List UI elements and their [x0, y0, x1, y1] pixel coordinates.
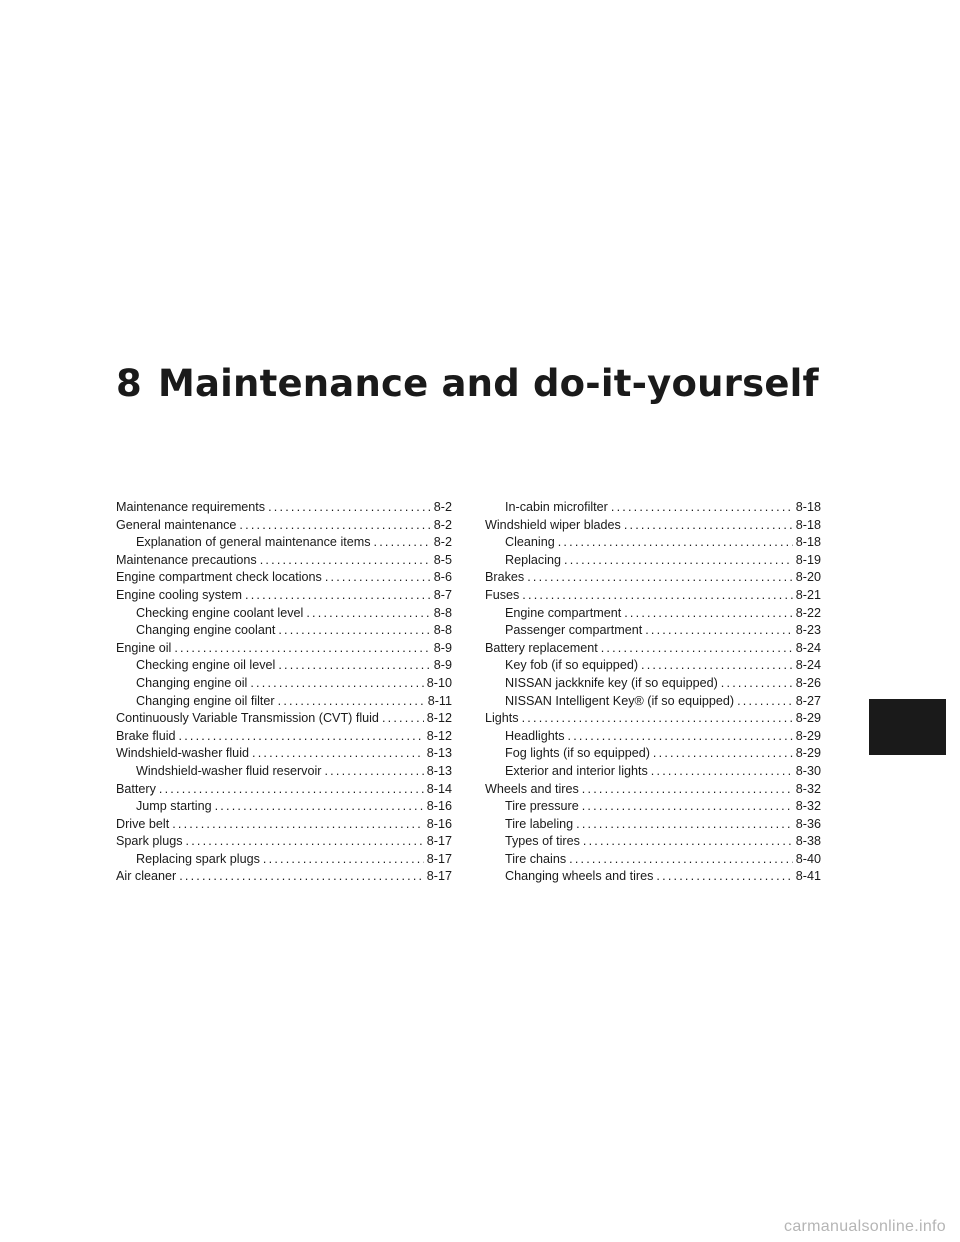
toc-entry[interactable] — [485, 517, 821, 535]
toc-entry[interactable] — [116, 640, 452, 658]
toc-entry[interactable] — [116, 781, 452, 799]
toc-entry-label: Types of tires — [505, 834, 580, 849]
toc-entry[interactable] — [485, 693, 821, 711]
toc-entry-page: 8-29 — [795, 728, 821, 743]
toc-leader-dots — [601, 640, 793, 658]
toc-entry-page: 8-27 — [795, 693, 821, 708]
toc-entry[interactable] — [485, 728, 821, 746]
toc-entry-page: 8-7 — [433, 587, 452, 602]
toc-entry-label: NISSAN Intelligent Key® (if so equipped) — [505, 693, 735, 708]
toc-entry[interactable] — [485, 868, 821, 886]
toc-entry-label: Drive belt — [116, 816, 170, 831]
toc-entry[interactable] — [485, 569, 821, 587]
toc-entry-label: Fuses — [485, 587, 520, 602]
toc-entry[interactable] — [485, 657, 821, 675]
toc-leader-dots — [374, 534, 431, 552]
toc-entry[interactable] — [116, 605, 452, 623]
toc-entry-page: 8-38 — [795, 834, 821, 849]
toc-leader-dots — [278, 693, 425, 711]
toc-entry-label: Changing engine coolant — [136, 623, 276, 638]
toc-entry-label: Changing engine oil — [136, 675, 248, 690]
toc-entry[interactable] — [485, 745, 821, 763]
toc-entry[interactable] — [485, 552, 821, 570]
toc-entry-label: Wheels and tires — [485, 781, 579, 796]
toc-entry-page: 8-26 — [795, 675, 821, 690]
toc-entry[interactable] — [485, 781, 821, 799]
toc-leader-dots — [260, 552, 431, 570]
toc-entry-label: Explanation of general maintenance items — [136, 535, 371, 550]
toc-entry-page: 8-23 — [795, 623, 821, 638]
toc-entry-label: Windshield-washer fluid reservoir — [136, 763, 322, 778]
toc-entry[interactable] — [116, 693, 452, 711]
toc-entry[interactable] — [116, 851, 452, 869]
toc-entry-label: Brakes — [485, 570, 525, 585]
toc-leader-dots — [522, 710, 793, 728]
toc-entry-label: Maintenance requirements — [116, 500, 266, 514]
toc-entry-page: 8-40 — [795, 851, 821, 866]
toc-entry-label: General maintenance — [116, 517, 237, 532]
toc-entry-page: 8-18 — [795, 500, 821, 514]
toc-leader-dots — [268, 499, 431, 517]
toc-leader-dots — [624, 605, 793, 623]
toc-entry-page: 8-29 — [795, 746, 821, 761]
toc-entry[interactable] — [116, 622, 452, 640]
toc-entry-label: Replacing spark plugs — [136, 851, 260, 866]
toc-entry-page: 8-12 — [426, 728, 452, 743]
toc-entry[interactable] — [116, 675, 452, 693]
toc-entry-page: 8-14 — [426, 781, 452, 796]
toc-leader-dots — [263, 851, 424, 869]
toc-entry-label: Battery replacement — [485, 640, 598, 655]
toc-entry[interactable] — [485, 605, 821, 623]
toc-entry[interactable] — [116, 517, 452, 535]
toc-entry-page: 8-22 — [795, 605, 821, 620]
toc-entry-page: 8-2 — [433, 517, 452, 532]
toc-leader-dots — [174, 640, 430, 658]
toc-entry[interactable] — [485, 499, 821, 517]
toc-entry-page: 8-9 — [433, 640, 452, 655]
toc-entry[interactable] — [485, 816, 821, 834]
toc-entry[interactable] — [116, 833, 452, 851]
toc-entry-page: 8-41 — [795, 869, 821, 884]
toc-entry-page: 8-9 — [433, 658, 452, 673]
toc-entry[interactable] — [116, 745, 452, 763]
toc-entry-label: Jump starting — [136, 799, 212, 814]
toc-entry[interactable] — [116, 657, 452, 675]
toc-leader-dots — [583, 833, 793, 851]
toc-entry-page: 8-36 — [795, 816, 821, 831]
toc-entry-label: Air cleaner — [116, 869, 177, 884]
toc-leader-dots — [278, 657, 430, 675]
chapter-title-text: Maintenance and do-it-yourself — [157, 362, 819, 405]
toc-entry-page: 8-16 — [426, 816, 452, 831]
toc-entry-label: Continuously Variable Transmission (CVT) fluid — [116, 711, 379, 726]
toc-leader-dots — [656, 868, 792, 886]
toc-entry-label: Engine cooling system — [116, 587, 243, 602]
toc-leader-dots — [215, 798, 424, 816]
chapter-title — [116, 362, 819, 405]
toc-entry-page: 8-6 — [433, 570, 452, 585]
toc-leader-dots — [179, 728, 424, 746]
toc-leader-dots — [172, 816, 424, 834]
toc-leader-dots — [645, 622, 793, 640]
toc-entry[interactable] — [116, 816, 452, 834]
toc-entry-label: Checking engine oil level — [136, 658, 276, 673]
toc-entry-label: Cleaning — [505, 535, 555, 550]
toc-entry-label: Headlights — [505, 728, 565, 743]
toc-entry-label: Changing wheels and tires — [505, 869, 654, 884]
toc-entry[interactable] — [485, 675, 821, 693]
toc-entry-label: Exterior and interior lights — [505, 763, 648, 778]
toc-entry-page: 8-13 — [426, 763, 452, 778]
toc-entry-page: 8-8 — [433, 623, 452, 638]
chapter-thumb-tab — [869, 699, 946, 755]
toc-leader-dots — [569, 851, 793, 869]
toc-entry-page: 8-19 — [795, 552, 821, 567]
toc-entry-label: Lights — [485, 711, 519, 726]
toc-entry-page: 8-17 — [426, 834, 452, 849]
toc-entry-label: Changing engine oil filter — [136, 693, 275, 708]
toc-entry-label: Key fob (if so equipped) — [505, 658, 639, 673]
toc-leader-dots — [324, 763, 423, 781]
toc-leader-dots — [737, 693, 793, 711]
toc-entry[interactable] — [485, 798, 821, 816]
toc-entry-page: 8-21 — [795, 587, 821, 602]
toc-leader-dots — [641, 657, 793, 675]
toc-entry-page: 8-13 — [426, 746, 452, 761]
toc-entry[interactable] — [485, 763, 821, 781]
toc-entry[interactable] — [485, 851, 821, 869]
toc-entry-page: 8-29 — [795, 711, 821, 726]
toc-entry-page: 8-2 — [433, 535, 452, 550]
toc-leader-dots — [527, 569, 793, 587]
toc-entry-page: 8-16 — [426, 799, 452, 814]
toc-leader-dots — [651, 763, 793, 781]
toc-leader-dots — [239, 517, 430, 535]
toc-entry-label: Maintenance precautions — [116, 552, 257, 567]
toc-entry-page: 8-32 — [795, 799, 821, 814]
toc-leader-dots — [653, 745, 793, 763]
toc-leader-dots — [382, 710, 424, 728]
toc-left-column — [116, 499, 452, 886]
toc-entry-page: 8-11 — [427, 693, 452, 708]
toc-entry[interactable] — [485, 534, 821, 552]
chapter-number: 8 — [116, 362, 142, 405]
toc-leader-dots — [568, 728, 793, 746]
toc-entry-page: 8-12 — [426, 711, 452, 726]
toc-leader-dots — [159, 781, 424, 799]
toc-entry[interactable] — [116, 569, 452, 587]
toc-right-column — [485, 499, 821, 886]
toc-entry-label: Engine compartment check locations — [116, 570, 322, 585]
toc-entry-label: Tire chains — [505, 851, 567, 866]
toc-entry-page: 8-17 — [426, 869, 452, 884]
toc-entry-label: Checking engine coolant level — [136, 605, 304, 620]
watermark: carmanualsonline.info — [784, 1218, 946, 1235]
toc-leader-dots — [564, 552, 793, 570]
toc-entry-label: Engine compartment — [505, 605, 622, 620]
toc-leader-dots — [250, 675, 423, 693]
toc-entry[interactable] — [116, 763, 452, 781]
toc-entry-label: Battery — [116, 781, 156, 796]
toc-entry[interactable] — [485, 622, 821, 640]
toc-leader-dots — [582, 798, 793, 816]
toc-leader-dots — [252, 745, 424, 763]
toc-entry-label: Windshield-washer fluid — [116, 746, 249, 761]
toc-leader-dots — [721, 675, 793, 693]
toc-entry-page: 8-32 — [795, 781, 821, 796]
toc-entry-label: Replacing — [505, 552, 562, 567]
toc-leader-dots — [522, 587, 792, 605]
toc-entry[interactable] — [116, 868, 452, 886]
toc-entry-label: Engine oil — [116, 640, 172, 655]
toc-entry-page: 8-17 — [426, 851, 452, 866]
toc-leader-dots — [179, 868, 424, 886]
toc-leader-dots — [245, 587, 431, 605]
toc-entry-page: 8-24 — [795, 658, 821, 673]
toc-entry[interactable] — [116, 499, 452, 517]
toc-entry-page: 8-24 — [795, 640, 821, 655]
toc-entry-label: Spark plugs — [116, 834, 183, 849]
toc-leader-dots — [306, 605, 430, 623]
toc-leader-dots — [611, 499, 793, 517]
toc-entry-page: 8-5 — [433, 552, 452, 567]
toc-entry-label: Passenger compartment — [505, 623, 643, 638]
toc-entry-label: Tire pressure — [505, 799, 579, 814]
toc-entry-label: Windshield wiper blades — [485, 517, 621, 532]
toc-entry-page: 8-10 — [426, 675, 452, 690]
toc-entry-page: 8-2 — [433, 500, 452, 514]
toc-entry-page: 8-8 — [433, 605, 452, 620]
toc-leader-dots — [582, 781, 793, 799]
toc-leader-dots — [576, 816, 793, 834]
toc-entry[interactable] — [116, 587, 452, 605]
toc-leader-dots — [325, 569, 431, 587]
toc-entry-label: NISSAN jackknife key (if so equipped) — [505, 675, 718, 690]
toc-entry[interactable] — [485, 640, 821, 658]
toc-entry-label: Fog lights (if so equipped) — [505, 746, 650, 761]
toc-entry-page: 8-30 — [795, 763, 821, 778]
toc-entry-page: 8-20 — [795, 570, 821, 585]
toc-leader-dots — [186, 833, 424, 851]
toc-entry[interactable] — [116, 552, 452, 570]
toc-entry-label: In-cabin microfilter — [505, 500, 608, 514]
toc-leader-dots — [558, 534, 793, 552]
toc-entry[interactable] — [116, 710, 452, 728]
toc-entry-page: 8-18 — [795, 535, 821, 550]
toc-entry[interactable] — [485, 833, 821, 851]
toc-entry[interactable] — [485, 587, 821, 605]
toc-entry[interactable] — [116, 798, 452, 816]
toc-entry[interactable] — [116, 728, 452, 746]
toc-entry[interactable] — [116, 534, 452, 552]
toc-entry-label: Tire labeling — [505, 816, 574, 831]
toc-entry[interactable] — [485, 710, 821, 728]
toc-leader-dots — [624, 517, 793, 535]
toc-entry-label: Brake fluid — [116, 728, 176, 743]
toc-leader-dots — [278, 622, 430, 640]
toc-entry-page: 8-18 — [795, 517, 821, 532]
